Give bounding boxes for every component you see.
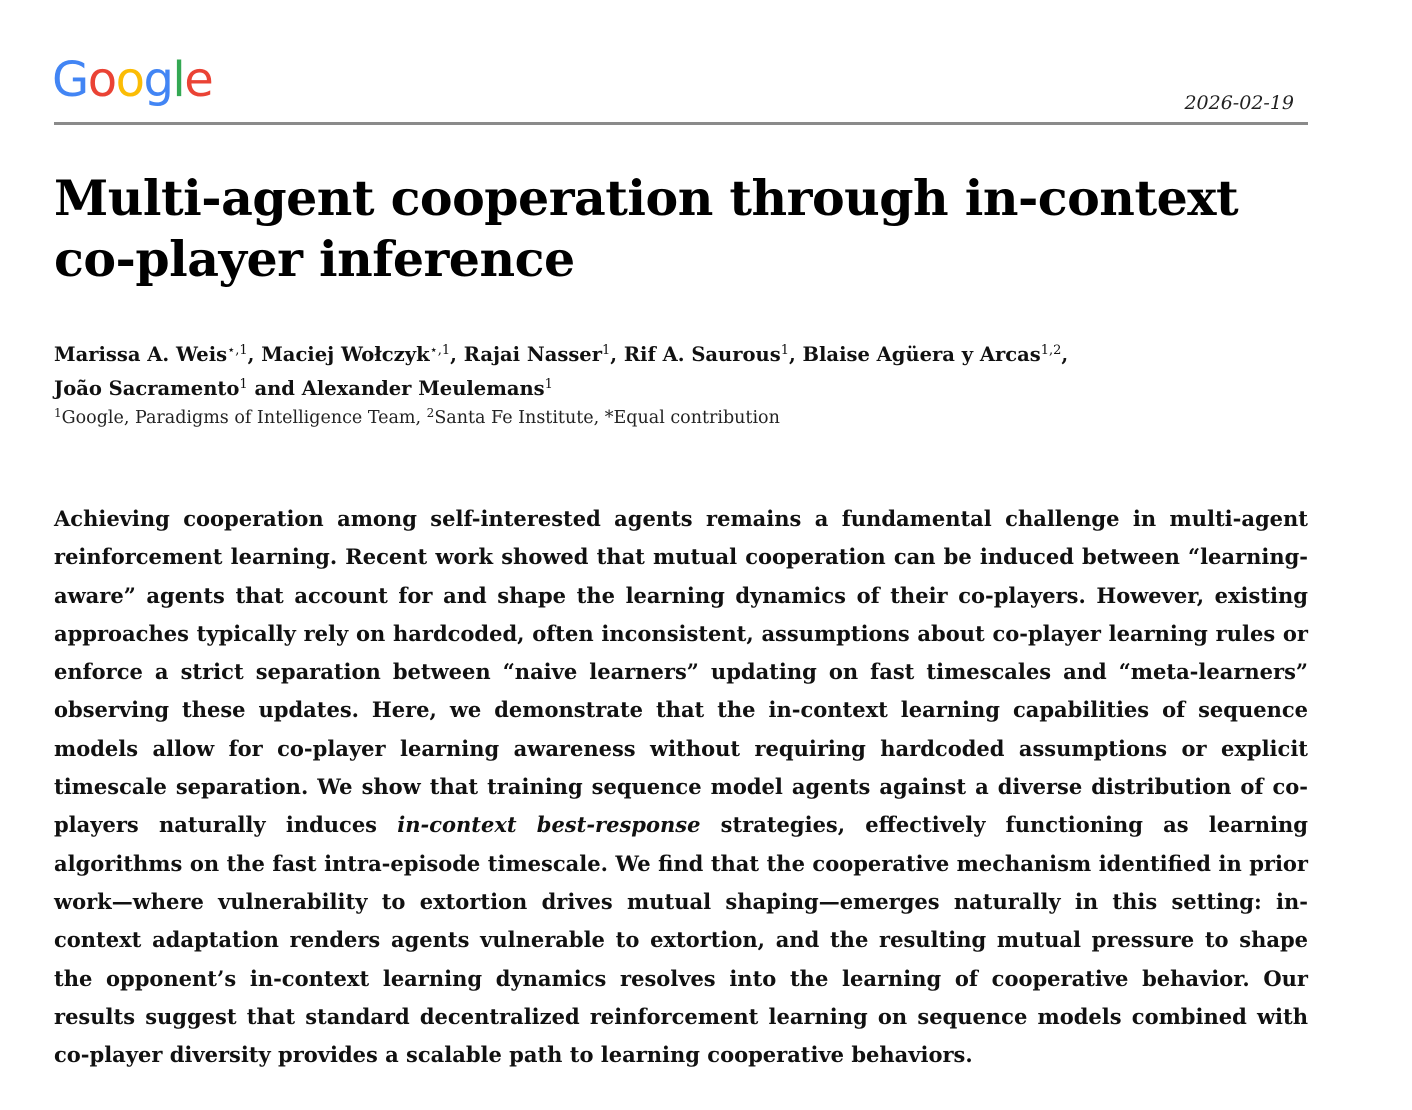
- author-affil-mark: ⋆,1: [227, 343, 248, 358]
- affil-mark: 2: [426, 406, 435, 420]
- affiliation-note: *Equal contribution: [604, 408, 780, 428]
- author-name: João Sacramento: [54, 377, 240, 400]
- paper-title: Multi-agent cooperation through in-context co-player inference: [54, 169, 1239, 288]
- logo-letter: e: [184, 52, 213, 108]
- author-conjunction: and: [254, 377, 295, 400]
- author-affil-mark: 1: [239, 377, 248, 392]
- logo-letter: o: [87, 52, 116, 108]
- affiliations: $^1$Google, Paradigms of Intelligence Team, $^2$Santa Fe Institute, *Equal contribution: [54, 406, 780, 428]
- google-logo: [52, 52, 213, 108]
- affil-mark: 1: [54, 406, 62, 420]
- author-name: Rajai Nasser: [463, 343, 602, 366]
- abstract-text: strategies, effectively functioning as learning algorithms on the fast intra-episode timescale. We find that the cooperative mechanism identified in prior work—where vulnerability to extortion drives mutual shaping—emerges naturally in this setting: in-context adaptation renders agents vulnerable to extortion, and the resulting mutual pressure to shape the opponent’s in-context learning dynamics resolves into the learning of cooperative behavior. Our results suggest that standard decentralized reinforcement learning on sequence models combined with co-player diversity provides a scalable path to learning cooperative behaviors.: [54, 812, 1308, 1068]
- abstract: [54, 500, 1308, 1074]
- abstract-emphasis: in-context best-response: [397, 812, 701, 838]
- author-name: Alexander Meulemans: [301, 377, 545, 400]
- author-affil-mark: 1,2: [1040, 343, 1062, 358]
- author-name: Maciej Wołczyk: [261, 343, 430, 366]
- logo-letter: l: [172, 52, 185, 108]
- author-name: Rif A. Saurous: [623, 343, 781, 366]
- affiliation: Santa Fe Institute: [434, 408, 594, 428]
- author-affil-mark: 1: [780, 343, 789, 358]
- affiliation: Google, Paradigms of Intelligence Team: [61, 408, 416, 428]
- logo-letter: g: [143, 52, 173, 108]
- logo-letter: G: [52, 52, 88, 108]
- author-name: Blaise Agüera y Arcas: [802, 343, 1041, 366]
- logo-letter: o: [115, 52, 144, 108]
- author-list: [54, 338, 1308, 406]
- header-divider: [54, 122, 1308, 125]
- author-affil-mark: 1: [544, 377, 553, 392]
- author-line-1: Marissa A. Weis$^{⋆,1}$, Maciej Wołczyk$^{⋆,1}$, Rajai Nasser$^1$, Rif A. Saurous$^1$, Blaise Agüera y Arcas$^{1,2}$,: [54, 343, 1069, 366]
- author-affil-mark: ⋆,1: [429, 343, 451, 358]
- publication-date: 2026-02-19: [1184, 92, 1294, 114]
- abstract-text: Achieving cooperation among self-interested agents remains a fundamental challenge in multi-agent reinforcement learning. Recent work showed that mutual cooperation can be induced between “learning-aware” agents that account for and shape the learning dynamics of their co-players. However, existing approaches typically rely on hardcoded, often inconsistent, assumptions about co-player learning rules or enforce a strict separation between “naive learners” updating on fast timescales and “meta-learners” observing these updates. Here, we demonstrate that the in-context learning capabilities of sequence models allow for co-player learning awareness without requiring hardcoded assumptions or explicit timescale separation. We show that training sequence model agents against a diverse distribution of co-players naturally induces: [54, 506, 1308, 838]
- author-affil-mark: 1: [601, 343, 611, 358]
- author-name: Marissa A. Weis: [54, 343, 228, 366]
- author-line-2: [54, 372, 1308, 406]
